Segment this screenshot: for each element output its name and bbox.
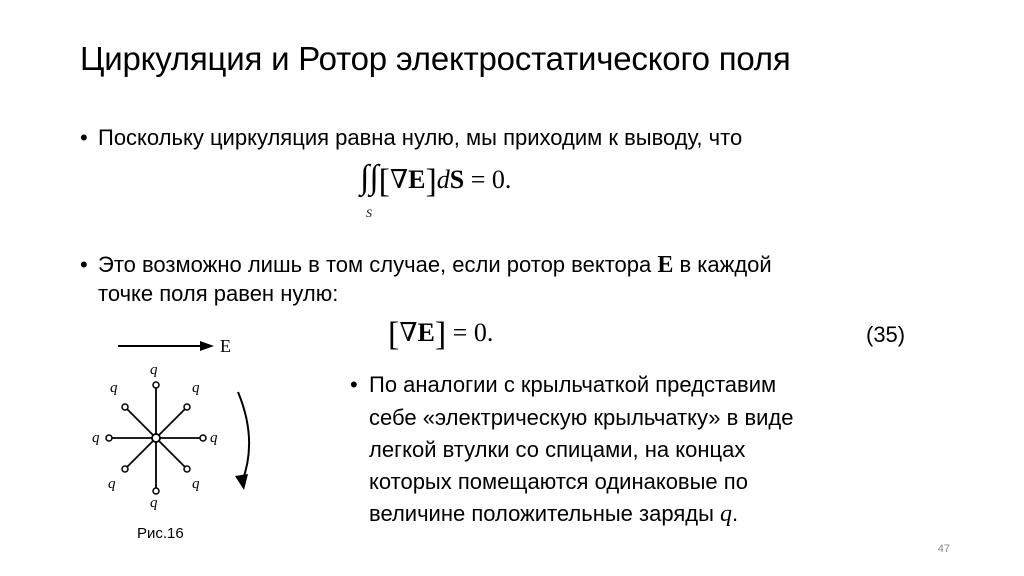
figure-caption: Рис.16 <box>137 525 184 542</box>
equals-zero: = 0. <box>446 318 494 347</box>
charge-label-q: q <box>110 380 118 396</box>
bullet-marker: • <box>350 372 358 397</box>
rotation-arrow-head <box>235 474 248 490</box>
charge-q-inline: q <box>720 501 732 527</box>
page-title: Циркуляция и Ротор электростатического поля <box>80 40 791 77</box>
vector-s: S <box>449 165 465 194</box>
charge-label-q: q <box>92 430 100 446</box>
bullet-text-rotor-line2: точке поля равен нулю: <box>98 281 339 306</box>
integral-subscript-s: S <box>366 206 372 220</box>
vector-e-inline: E <box>657 252 674 278</box>
rotation-arrow <box>238 392 249 482</box>
nabla-symbol: ∇ <box>389 165 409 194</box>
right-bracket: ] <box>425 163 437 200</box>
bullet-marker: • <box>80 252 88 277</box>
bullet-text-line: себе «электрическую крыльчатку» в виде <box>369 405 794 430</box>
nabla-symbol: ∇ <box>399 318 418 347</box>
bullet-text-part: величине положительные заряды <box>369 501 720 526</box>
bullet-text-line: По аналогии с крыльчаткой представим <box>369 372 777 397</box>
bullet-text-part: . <box>732 501 739 526</box>
impeller-figure <box>80 330 280 520</box>
field-arrow-head <box>200 341 214 351</box>
hub <box>152 434 160 442</box>
left-bracket: [ <box>378 163 390 200</box>
charge-label-q: q <box>192 476 200 492</box>
charge-label-q: q <box>192 380 200 396</box>
left-bracket: [ <box>388 316 400 353</box>
bullet-text-line <box>369 501 738 527</box>
charge-label-q: q <box>210 430 218 446</box>
formula-rotor-zero <box>388 318 493 352</box>
page-number: 47 <box>937 543 950 555</box>
double-integral-sign: ∫∫ <box>360 159 379 196</box>
vector-e: E <box>417 318 435 347</box>
equals-zero: = 0. <box>464 165 512 194</box>
charge-label-q: q <box>150 362 158 378</box>
bullet-text-part: в каждой <box>673 252 772 277</box>
bullet-text-line: легкой втулки со спицами, на концах <box>369 437 746 462</box>
bullet-text-circulation: Поскольку циркуляция равна нулю, мы приходим к выводу, что <box>98 125 743 150</box>
right-bracket: ] <box>434 316 447 353</box>
field-label-e: E <box>220 336 231 356</box>
formula-surface-integral <box>360 159 512 200</box>
bullet-text-rotor <box>98 252 772 278</box>
equation-number: (35) <box>866 322 906 347</box>
bullet-text-line: которых помещаются одинаковые по <box>369 469 748 494</box>
bullet-text-part: Это возможно лишь в том случае, если ротор вектора <box>98 252 658 277</box>
charge-label-q: q <box>150 495 158 511</box>
differential-d: d <box>436 165 450 194</box>
bullet-marker: • <box>80 125 88 150</box>
charge-label-q: q <box>108 476 116 492</box>
vector-e: E <box>408 165 426 194</box>
